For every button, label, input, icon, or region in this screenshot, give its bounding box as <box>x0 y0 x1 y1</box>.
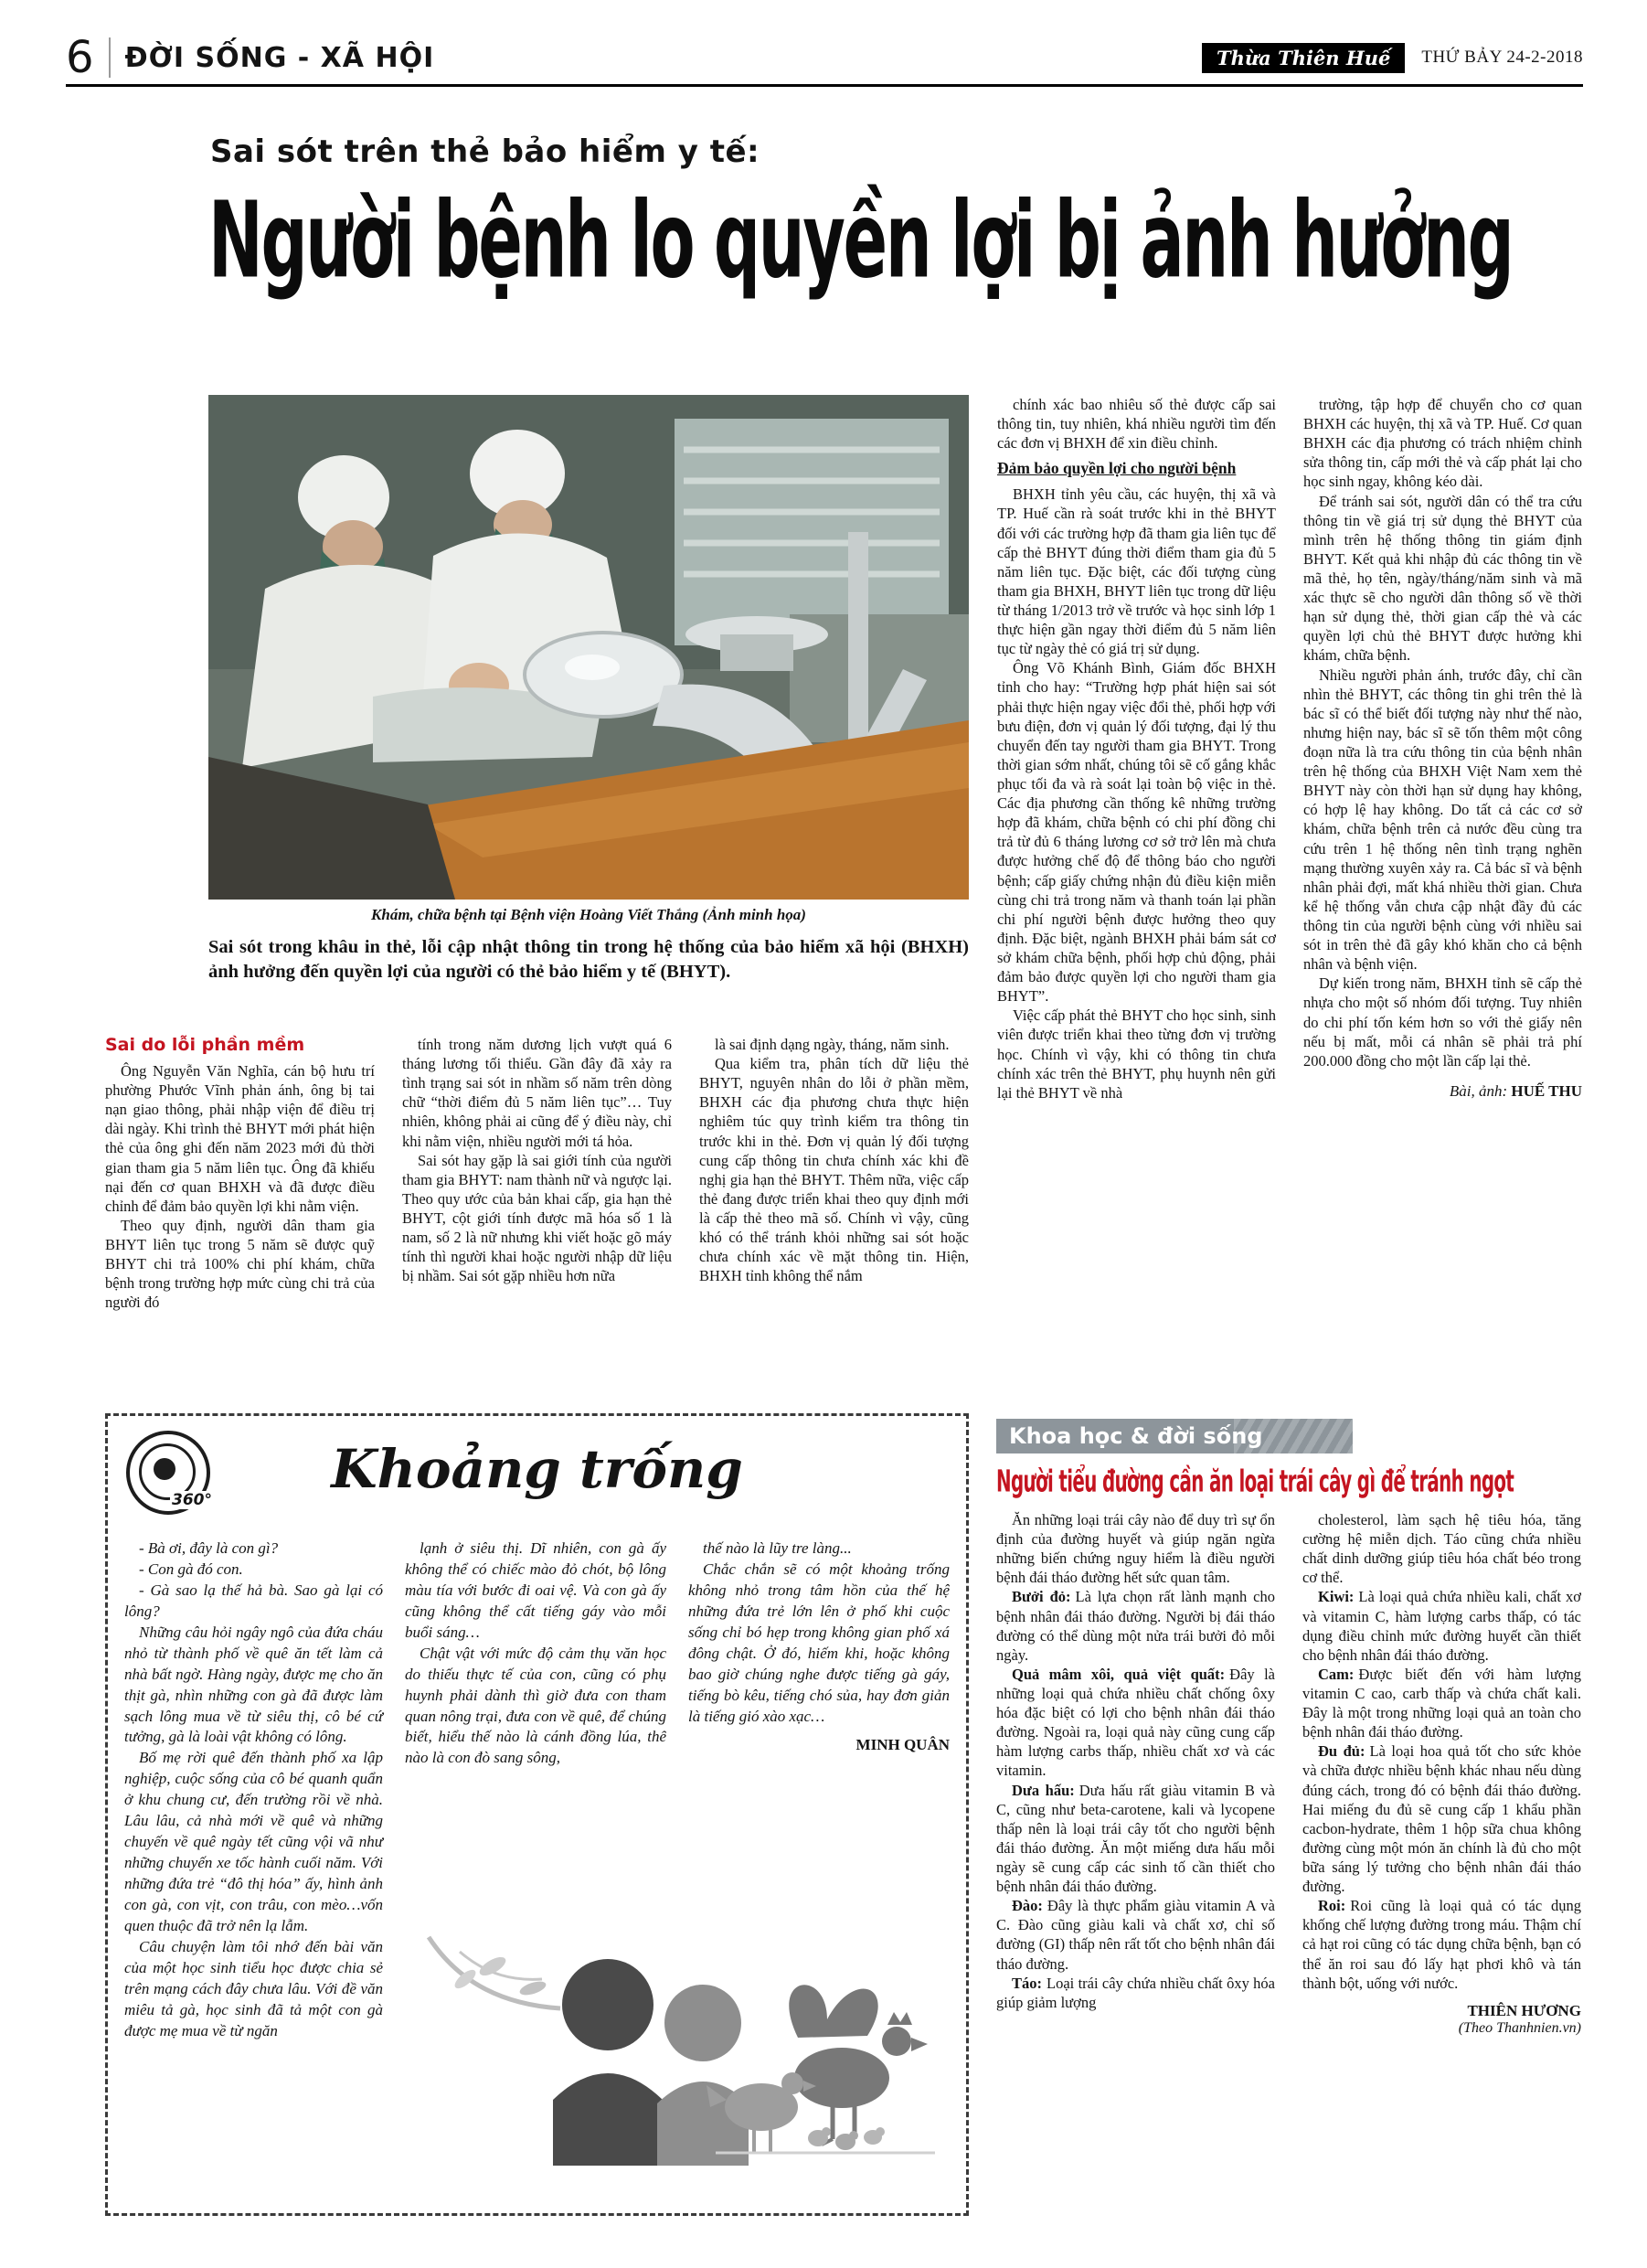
paragraph-lead: Đu đủ: <box>1318 1742 1365 1761</box>
paragraph <box>996 1974 1275 2012</box>
column-1-paragraphs <box>105 1061 375 1312</box>
feature-right-columns <box>405 1539 950 1908</box>
article-byline <box>1303 1081 1582 1102</box>
paragraph: thế nào là lũy tre làng... <box>703 1539 852 1557</box>
paragraph: Những câu hỏi ngây ngô của đứa cháu nhỏ từ thành phố về quê ăn tết làm cả nhà bất ngờ. Hàng ngày, được mẹ cho ăn thịt gà, nhìn những con gà đã được làm sạch lông mua về từ siêu thị, cô bé cứ tưởng, gà là loài vật không có lông. <box>124 1623 383 1746</box>
article-subhead-1: Sai do lỗi phần mềm <box>105 1035 305 1055</box>
science-headline: Người tiểu đường cần ăn loại trái cây gì để tránh ngọt <box>996 1464 1514 1499</box>
paragraph-lead: Dưa hấu: <box>1012 1781 1075 1799</box>
main-article <box>105 395 1582 1393</box>
paragraph: Chật vật với mức độ cảm thụ văn học do thiếu thực tế của con, cũng có phụ huynh phải dành thì giờ đưa con tham quan nông trại, đưa con về quê, để chúng biết, hiểu thế nào là cánh đồng lúa, thế nào là con đò sang sông, <box>405 1644 666 1767</box>
article-photo-block <box>208 395 969 985</box>
paragraph: Câu chuyện làm tôi nhớ đến bài văn của một học sinh tiểu học được chia sẻ trên mạng cách đây chưa lâu. Với đề văn miêu tả gà, học sinh đã tả một con gà được mẹ mua về từ ngăn <box>124 1937 383 2039</box>
paragraph-text: Là loại hoa quả tốt cho sức khỏe và chữa được nhiều bệnh khác nhau nếu dùng đúng cách, trong đó có bệnh đái tháo đường. Hai miếng đu đủ sẽ cung cấp 1 khẩu phần cacbon-hydrate, thêm 1 hộp sữa chua không đường cùng một món ăn chính là đủ cho một bữa sáng lý tưởng cho bệnh nhân đái tháo đường. <box>1302 1742 1581 1896</box>
paragraph-lead: Kiwi: <box>1318 1588 1355 1606</box>
article-column-5 <box>1303 395 1582 1393</box>
science-col1-paragraphs <box>996 1510 1275 2012</box>
feature-byline: MINH QUÂN <box>855 1736 950 1754</box>
paragraph: Sai sót hay gặp là sai giới tính của người tham gia BHYT: nam thành nữ và ngược lại. Theo quy ước của bản khai cấp, gia hạn thẻ BHYT, cột giới tính được mã hóa số 1 là nam, số 2 là nữ nhưng khi viết hoặc gõ máy tính thì người khai hoặc người nhập dữ liệu bị nhầm. Sai sót gặp nhiều hơn nữa <box>402 1151 672 1285</box>
paragraph: Nhiều người phản ánh, trước đây, chỉ cần nhìn thẻ BHYT, các thông tin ghi trên thẻ là bác sĩ có thể biết đối tượng này như thế nào, nhưng hiện nay, bác sĩ sẽ tốn thêm một công đoạn nữa là tra cứu thông tin của bệnh nhân trên hệ thống của BHXH Việt Nam xem thẻ BHYT này còn thời hạn sử dụng hay không, có hợp lệ hay không. Do tất cả các cơ sở khám, chữa bệnh trên cả nước đều cùng tra cứu trên 1 hệ thống nên tình trạng nghẽn mạng thường xuyên xảy ra. Cả bác sĩ và bệnh nhân phải đợi, mất khá nhiều thời gian. Chưa kể hệ thống vẫn chưa cập nhật đầy đủ các thông tin của người bệnh cùng với nhiều sai sót in trên thẻ đã gây khó khăn cho cả bệnh nhân và bệnh viện. <box>1303 665 1582 974</box>
article-column-1 <box>105 1035 375 1393</box>
column-3-paragraphs <box>699 1035 969 1285</box>
science-section <box>996 1419 1582 2214</box>
article-column-4 <box>997 395 1276 1393</box>
paragraph-text: Roi cũng là loại quả có tác dụng khống chế lượng đường trong máu. Thậm chí cả hạt roi cũng có tác dụng chữa bệnh, bạn có thể ăn roi sau đó lấy hạt phơi khô và tán thành bột, uống với nước. <box>1302 1897 1581 1992</box>
byline-author: HUẾ THU <box>1511 1081 1582 1100</box>
science-column-1 <box>996 1510 1275 2214</box>
feature-body <box>124 1539 950 2166</box>
column-4-paragraphs <box>997 484 1276 1102</box>
feature-column-2 <box>405 1539 666 1908</box>
feature-col2-paragraphs <box>405 1539 666 1769</box>
paragraph <box>1302 1741 1581 1896</box>
paragraph <box>1302 1896 1581 1993</box>
feature-box-khoang-trong <box>105 1413 969 2216</box>
feature-column-1 <box>124 1539 383 2166</box>
paragraph: lạnh ở siêu thị. Dĩ nhiên, con gà ấy không thể có chiếc mào đỏ chót, bộ lông màu tía với bước đi oai vệ. Và con gà ấy cũng không thể cất tiếng gáy vào mỗi buổi sáng… <box>405 1539 666 1641</box>
feature-col1-paragraphs <box>124 1539 383 2042</box>
paragraph: Theo quy định, người dân tham gia BHYT liên tục trong 5 năm sẽ được quỹ BHYT chi trả 100% chi phí khám, chữa bệnh trong trường hợp mức cùng chi trả của người đó <box>105 1216 375 1312</box>
article-photo <box>208 395 969 900</box>
paragraph: Bố mẹ rời quê đến thành phố xa lập nghiệp, cuộc sống của cô bé quanh quẩn ở khu chung cư, đến trường rồi về nhà. Lâu lâu, cả nhà mới về quê và những chuyến về quê ngày tết cũng vội vã như những chuyến xe tốc hành cuối năm. Với những đứa trẻ “đô thị hóa” ấy, hình ảnh con gà, con vịt, con trâu, con mèo…vốn quen thuộc đã trở nên lạ lẫm. <box>124 1749 383 1934</box>
header-left <box>66 32 435 83</box>
paragraph: - Con gà đó con. <box>139 1560 243 1578</box>
paragraph: trường, tập hợp để chuyển cho cơ quan BHXH các huyện, thị xã và TP. Huế. Cơ quan BHXH các địa phương có trách nhiệm chỉnh sửa thông tin, cấp mới thẻ và cấp phát lại cho học sinh ngay, không kéo dài. <box>1303 396 1582 491</box>
children-and-chickens-illustration <box>405 1921 950 2166</box>
paragraph: tính trong năm dương lịch vượt quá 6 tháng lương tối thiểu. Gần đây đã xảy ra tình trạng sai sót in nhầm số năm trên dòng chữ “thời điểm đủ 5 năm liên tục”… Tuy nhiên, không phải ai cũng để ý điều này, chỉ khi nằm viện, nhiều người mới tá hỏa. <box>402 1036 672 1150</box>
dental-clinic-photo-illustration <box>208 395 969 900</box>
feature-column-3 <box>688 1539 950 1908</box>
paragraph-lead: Quả mâm xôi, quả việt quất: <box>1012 1665 1226 1683</box>
paragraph-lead: Roi: <box>1318 1897 1346 1915</box>
paragraph-text: Ăn những loại trái cây nào để duy trì sự ổn định của đường huyết và giúp ngăn ngừa những biến chứng nguy hiểm là điều người bệnh đái tháo đường hết sức quan tâm. <box>996 1511 1275 1587</box>
paragraph: - Bà ơi, đây là con gì? <box>139 1539 279 1557</box>
paragraph-text: Được biết đến với hàm lượng vitamin C cao, carb thấp và chứa chất kali. Đây là một trong những loại quả an toàn cho bệnh nhân đái tháo đường. <box>1302 1665 1581 1741</box>
page-number: 6 <box>66 32 94 83</box>
feature-illustration <box>405 1921 950 2166</box>
paragraph-text: cholesterol, làm sạch hệ tiêu hóa, tăng cường hệ miễn dịch. Táo cũng chứa nhiều chất dinh dưỡng giúp tiêu hóa chất béo trong cơ thể. <box>1302 1511 1581 1587</box>
paragraph <box>996 1587 1275 1664</box>
page-header <box>66 31 1583 87</box>
paragraph <box>1302 1665 1581 1741</box>
paragraph <box>996 1896 1275 1973</box>
paragraph-lead: Bưởi đỏ: <box>1012 1588 1071 1606</box>
article-column-2 <box>402 1035 672 1393</box>
paragraph: Dự kiến trong năm, BHXH tỉnh sẽ cấp thẻ nhựa cho một số nhóm đối tượng. Tuy nhiên do chi phí tốn kém hơn so với thẻ giấy nên nếu bị mất, mỗi cá nhân sẽ phải trả phí 200.000 đồng cho một lần cấp lại thẻ. <box>1303 974 1582 1070</box>
paragraph: chính xác bao nhiêu số thẻ được cấp sai thông tin, tuy nhiên, khá nhiều người tìm đến các đơn vị BHXH để xin điều chỉnh. <box>997 396 1276 453</box>
paragraph <box>996 1510 1275 1587</box>
column-2-paragraphs <box>402 1035 672 1285</box>
feature-title: Khoảng trống <box>331 1438 743 1500</box>
paragraph-lead: Táo: <box>1012 1974 1042 1992</box>
article-column-3 <box>699 1035 969 1393</box>
paragraph <box>1302 1510 1581 1587</box>
paragraph: - Gà sao lạ thế hả bà. Sao gà lại có lông? <box>124 1581 383 1620</box>
paragraph: Qua kiểm tra, phân tích dữ liệu thẻ BHYT, nguyên nhân do lỗi ở phần mềm, BHXH các địa phương chưa thực hiện nghiêm túc quy trình kiểm tra thông tin trước khi in thẻ. Đơn vị quản lý đối tượng cung cấp thông tin chưa chính xác khi đề nghị gia hạn thẻ BHYT. Thêm nữa, việc cấp thẻ đang được triển khai theo quy định mới là cấp thẻ theo mã số. Chính vì vậy, cũng khó có thể tránh khỏi những sai sót hoặc chưa chính xác về mặt thông tin. Hiện, BHXH tỉnh không thể nắm <box>699 1055 969 1285</box>
paragraph-text: Dưa hấu rất giàu vitamin B và C, cũng như beta-carotene, kali và lycopene thấp nên là loại trái cây tốt cho người bệnh đái tháo đường. Ăn một miếng dưa hấu mỗi ngày sẽ cung cấp các sinh tố cần thiết cho bệnh nhân đái tháo đường. <box>996 1781 1275 1896</box>
paragraph <box>996 1665 1275 1781</box>
paragraph: Để tránh sai sót, người dân có thể tra cứu thông tin về giá trị sử dụng thẻ BHYT của mình trên hệ thống thông tin giám định BHYT. Kết quả khi nhập đủ các thông tin về mã thẻ, họ tên, ngày/tháng/năm sinh và mã xác thực sẽ cho người dân thông số về thời hạn sử dụng thẻ, thời gian cấp thẻ và các quyền lợi chủ thẻ BHYT được hưởng khi khám, chữa bệnh. <box>1303 492 1582 665</box>
byline-label: Bài, ảnh: <box>1449 1081 1508 1100</box>
header-right <box>1202 43 1583 73</box>
science-column-2 <box>1302 1510 1581 2214</box>
feature-header <box>124 1429 950 1524</box>
paragraph: BHXH tỉnh yêu cầu, các huyện, thị xã và TP. Huế cần rà soát trước khi in thẻ BHYT đối với các trường hợp đã tham gia liên tục để cấp thẻ BHYT đúng thời điểm tham gia đủ 5 năm liên tục. Đặc biệt, các đối tượng cùng tham gia BHXH, BHYT liên tục trong dữ liệu từ tháng 1/2013 trở về trước và học sinh lớp 1 thực hiện gần ngay thời điểm đủ 5 năm liên tục từ ngày thẻ có giá trị sử dụng. <box>997 485 1276 658</box>
360-logo <box>126 1431 210 1515</box>
science-col2-paragraphs <box>1302 1510 1581 1993</box>
header-divider <box>109 37 111 78</box>
paragraph: Chắc chắn sẽ có một khoảng trống không nhỏ trong tâm hồn của thế hệ những đứa trẻ lớn lên ở phố khi cuộc sống chỉ bó hẹp trong không gian phố xá đông chật. Ở đó, hiếm khi, hoặc không bao giờ chúng nghe được tiếng gà gáy, tiếng bò kêu, tiếng chó sủa, hay đơn giản là tiếng gió xào xạc… <box>688 1560 950 1725</box>
paragraph-text: Là lựa chọn rất lành mạnh cho bệnh nhân đái tháo đường. Người bị đái tháo đường có thể dùng một nửa trái bưởi đỏ mỗi ngày. <box>996 1588 1275 1664</box>
column-4-intro-paragraphs <box>997 395 1276 453</box>
paragraph <box>1302 1587 1581 1664</box>
article-kicker: Sai sót trên thẻ bảo hiểm y tế: <box>210 133 760 170</box>
paragraph: Ông Nguyễn Văn Nghĩa, cán bộ hưu trí phường Phước Vĩnh phản ánh, ông bị tai nạn giao thông, phải nhập viện để điều trị dài ngày. Khi trình thẻ BHYT mới phát hiện thẻ của ông ghi đến năm 2023 mới đủ thời gian tham gia 5 năm liên tục. Ông đã khiếu nại đến cơ quan BHXH và đã được điều chỉnh để đảm bảo quyền lợi khi nằm viện. <box>105 1062 375 1215</box>
feature-col3-paragraphs <box>688 1539 950 1727</box>
article-lower-columns <box>105 1035 969 1393</box>
paragraph-lead: Đào: <box>1012 1897 1043 1915</box>
science-section-label: Khoa học & đời sống <box>1009 1423 1263 1449</box>
paragraph-lead: Cam: <box>1318 1665 1355 1683</box>
article-lede: Sai sót trong khâu in thẻ, lỗi cập nhật thông tin trong hệ thống của bảo hiểm xã hội (BHXH) ảnh hưởng đến quyền lợi của người có thẻ bảo hiểm y tế (BHYT). <box>208 937 969 983</box>
article-headline: Người bệnh lo quyền lợi bị ảnh hưởng <box>208 180 1513 303</box>
paragraph-text: Loại trái cây chứa nhiều chất ôxy hóa giúp giảm lượng <box>996 1974 1275 2011</box>
column-5-paragraphs <box>1303 395 1582 1070</box>
paragraph: Ông Võ Khánh Bình, Giám đốc BHXH tỉnh cho hay: “Trường hợp phát hiện sai sót phải thực hiện ngay việc đổi thẻ, phối hợp với bưu điện, đơn vị quản lý đối tượng, đại lý thu chuyển đến tay người tham gia BHYT. Trong thời gian sớm nhất, chúng tôi sẽ cố gắng khắc phục tối đa và rà soát lại toàn bộ việc in thẻ. Các địa phương cần thống kê những trường hợp đã khám, chữa bệnh có chi phí đồng chi trả từ đủ 6 tháng lương cơ sở trở lên mà chưa được hưởng chế độ để thông báo cho người bệnh; cấp giấy chứng nhận đủ điều kiện miễn cùng chi trả trong năm và thanh toán lại phần chi phí người bệnh được hưởng theo quy định. Đặc biệt, ngành BHXH phải bám sát cơ sở khám chữa bệnh, phối hợp chủ động, phải đảm bảo được quyền lợi cho người tham gia BHYT”. <box>997 659 1276 1006</box>
section-title: ĐỜI SỐNG - XÃ HỘI <box>124 41 435 74</box>
paragraph-text: Đây là những loại quả chứa nhiều chất chống ôxy hóa đặc biệt có lợi cho bệnh nhân đái tháo đường. Ngoài ra, loại quả này cũng cung cấp hàm lượng carbs thấp, nhiều chất xơ và các vitamin. <box>996 1665 1275 1780</box>
photo-caption: Khám, chữa bệnh tại Bệnh viện Hoàng Viết Thắng (Ảnh minh họa) <box>371 906 806 923</box>
logo-ring-inner <box>154 1458 175 1480</box>
article-subhead-2: Đảm bảo quyền lợi cho người bệnh <box>997 459 1237 478</box>
paragraph-text: Đây là thực phẩm giàu vitamin A và C. Đào cũng giàu kali và chất xơ, chỉ số đường (GI) thấp nên rất tốt cho bệnh nhân đái tháo đường. <box>996 1897 1275 1973</box>
masthead-badge: Thừa Thiên Huế <box>1202 43 1405 73</box>
paragraph-text: Là loại quả chứa nhiều kali, chất xơ và vitamin C, hàm lượng carbs thấp, có tác dụng điều chỉnh mức đường huyết cần thiết cho bệnh nhân đái tháo đường. <box>1302 1588 1581 1664</box>
feature-right-area <box>405 1539 950 2166</box>
logo-360-label: 360° <box>172 1491 212 1509</box>
science-source: (Theo Thanhnien.vn) <box>1458 2019 1581 2036</box>
paragraph: là sai định dạng ngày, tháng, năm sinh. <box>715 1036 950 1053</box>
paragraph: Việc cấp phát thẻ BHYT cho học sinh, sinh viên được triển khai theo từng đơn vị trường học. Chính vì vậy, khi có thông tin chưa chính xác trên thẻ BHYT, phụ huynh nên gửi lại thẻ BHYT về nhà <box>997 1006 1276 1102</box>
science-columns <box>996 1510 1582 2214</box>
publication-date: THỨ BẢY 24-2-2018 <box>1421 48 1583 67</box>
science-byline: THIÊN HƯƠNG <box>1467 2001 1581 2019</box>
paragraph <box>996 1781 1275 1897</box>
article-right-columns <box>997 395 1582 1393</box>
science-section-banner <box>996 1419 1353 1453</box>
